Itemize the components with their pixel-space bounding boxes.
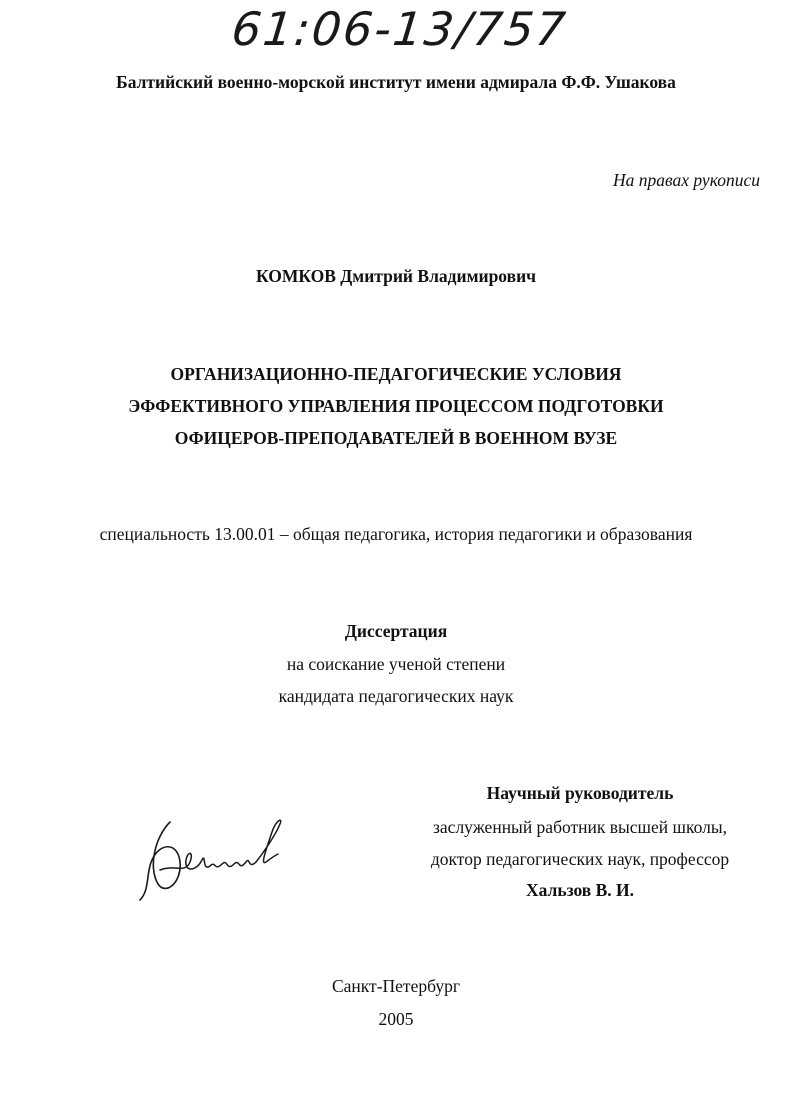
title-line: ОРГАНИЗАЦИОННО-ПЕДАГОГИЧЕСКИЕ УСЛОВИЯ: [170, 364, 622, 384]
title-line: ЭФФЕКТИВНОГО УПРАВЛЕНИЯ ПРОЦЕССОМ ПОДГОТОВКИ: [128, 396, 664, 416]
manuscript-note: На правах рукописи: [613, 170, 760, 190]
specialty-line: специальность 13.00.01 – общая педагогика, история педагогики и образования: [99, 524, 693, 544]
dissertation-title: [0, 358, 792, 454]
author-surname: КОМКОВ: [255, 266, 336, 286]
supervisor-title: заслуженный работник высшей школы,: [433, 817, 727, 837]
archive-code: 61:06-13/757: [229, 2, 570, 56]
author-name: [0, 266, 792, 287]
title-line: ОФИЦЕРОВ-ПРЕПОДАВАТЕЛЕЙ В ВОЕННОМ ВУЗЕ: [174, 428, 618, 448]
city: Санкт-Петербург: [331, 976, 461, 996]
work-type: Диссертация: [344, 621, 448, 641]
institute-name: Балтийский военно-морской институт имени адмирала Ф.Ф. Ушакова: [116, 72, 676, 92]
signature-icon: [130, 812, 300, 904]
supervisor-label: Научный руководитель: [486, 783, 674, 803]
year: 2005: [378, 1009, 414, 1029]
degree-line: на соискание ученой степени: [286, 654, 506, 674]
author-given-names: Дмитрий Владимирович: [340, 266, 537, 286]
degree-line: кандидата педагогических наук: [278, 686, 514, 706]
supervisor-name: Хальзов В. И.: [525, 880, 635, 900]
supervisor-degree: доктор педагогических наук, профессор: [430, 849, 730, 869]
